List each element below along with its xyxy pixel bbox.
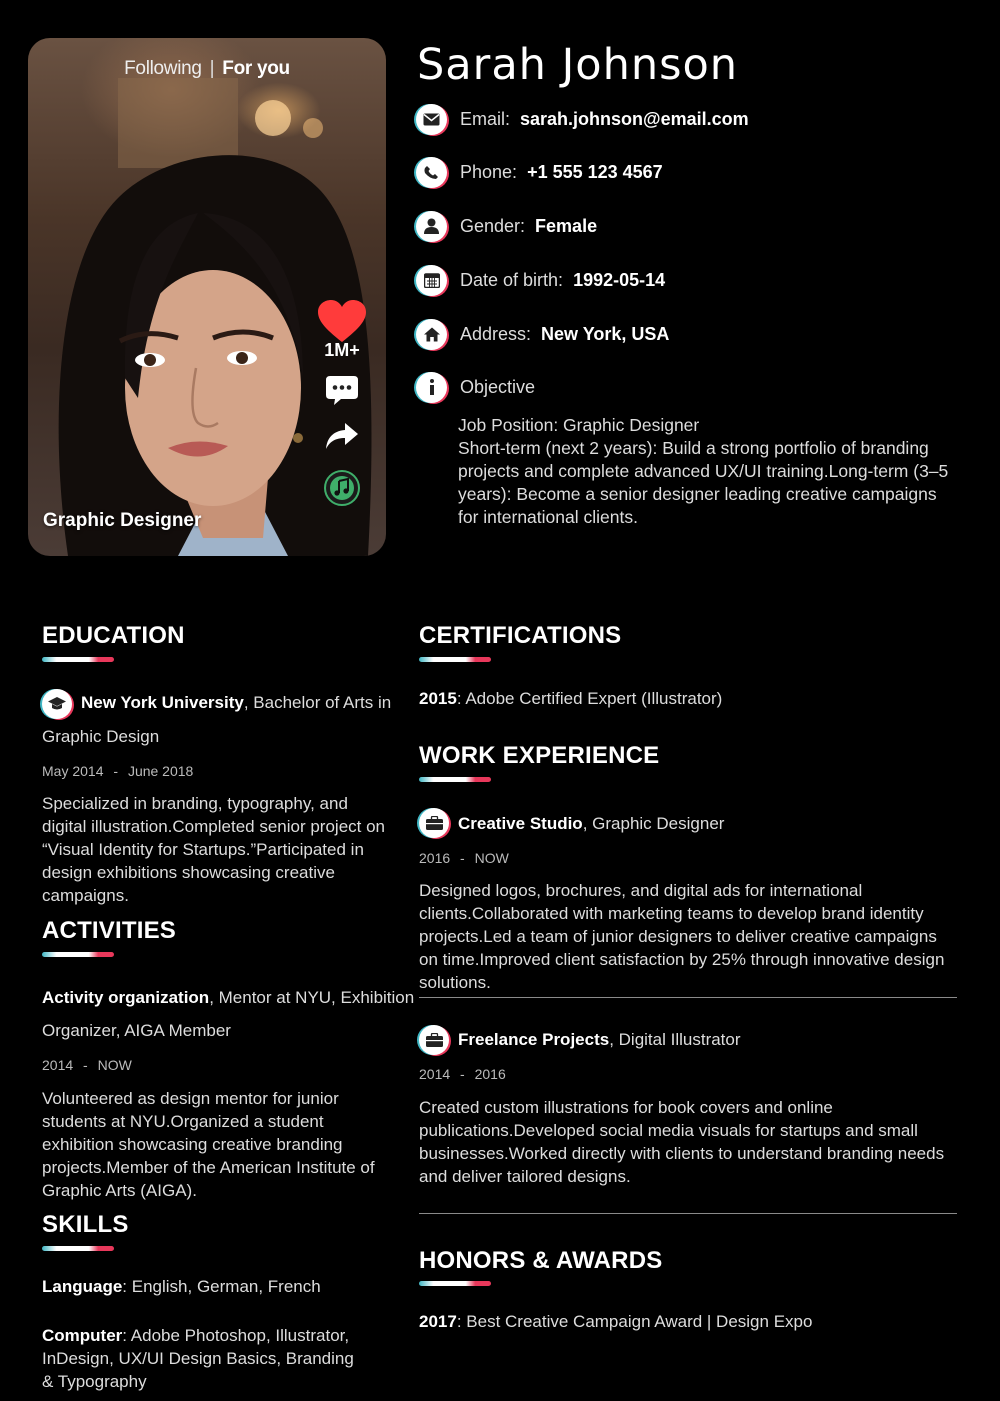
contact-gender xyxy=(416,210,597,242)
work-divider xyxy=(419,1213,957,1214)
contact-phone xyxy=(416,156,663,188)
honor-name: : Best Creative Campaign Award | Design Expo xyxy=(456,1312,813,1331)
education-end: June 2018 xyxy=(127,763,194,779)
job-2-role: , Digital Illustrator xyxy=(609,1030,741,1049)
job-2-end: 2016 xyxy=(474,1066,506,1082)
graduation-cap-icon xyxy=(42,689,72,719)
job-2-description: Created custom illustrations for book covers and online publications.Developed social media visuals for startups and small businesses.Worked directly with clients to understand branding needs and deliver tailored designs. xyxy=(419,1098,945,1186)
profile-photo-card xyxy=(28,38,386,556)
certification-year: 2015 xyxy=(419,689,457,708)
job-1-role: , Graphic Designer xyxy=(582,814,725,833)
skills-computer-value: : Adobe Photoshop, Illustrator, InDesign, UX/UI Design Basics, Branding & Typography xyxy=(42,1326,354,1391)
skills-language xyxy=(42,1277,321,1297)
card-caption: Graphic Designer xyxy=(43,510,202,531)
activities-org-line xyxy=(42,988,414,1008)
skills-underline xyxy=(42,1246,114,1251)
education-dates xyxy=(42,763,193,779)
objective-heading xyxy=(416,371,545,403)
honors-underline xyxy=(419,1281,491,1286)
address-label: Address: xyxy=(460,323,532,344)
briefcase-icon xyxy=(419,1025,449,1055)
objective-position: Job Position: Graphic Designer xyxy=(458,415,700,435)
comment-icon[interactable] xyxy=(325,373,359,407)
education-title: EDUCATION xyxy=(42,622,185,649)
education-degree: , Bachelor of Arts in xyxy=(243,693,392,712)
honors-title: HONORS & AWARDS xyxy=(419,1247,663,1274)
education-underline xyxy=(42,657,114,662)
job-2-dates xyxy=(419,1066,506,1082)
activities-description: Volunteered as design mentor for junior students at NYU.Organized a student exhibition showcasing creative branding projects.Member of the American Institute of Graphic Arts (AIGA). xyxy=(42,1089,375,1200)
activities-underline xyxy=(42,952,114,957)
music-icon[interactable] xyxy=(323,469,361,507)
activities-org: Activity organization xyxy=(42,988,210,1007)
gender-value: Female xyxy=(535,215,598,236)
like-count: 1M+ xyxy=(324,340,360,360)
job-2-date-dash: - xyxy=(460,1066,465,1082)
certification-item xyxy=(419,689,722,709)
activities-start: 2014 xyxy=(42,1057,74,1073)
certifications-title: CERTIFICATIONS xyxy=(419,622,622,649)
phone-value[interactable]: +1 555 123 4567 xyxy=(527,161,663,182)
job-1-dates xyxy=(419,850,509,866)
education-school: New York University xyxy=(81,693,244,712)
email-label: Email: xyxy=(460,108,511,129)
candidate-name: Sarah Johnson xyxy=(417,40,739,90)
activities-end: NOW xyxy=(97,1057,132,1073)
address-value: New York, USA xyxy=(541,323,670,344)
tab-separator: | xyxy=(209,58,215,79)
job-2-title-line xyxy=(458,1030,741,1050)
tab-following[interactable]: Following xyxy=(124,58,202,79)
certifications-underline xyxy=(419,657,491,662)
education-description: Specialized in branding, typography, and digital illustration.Completed senior project on “Visual Identity for Startups.”Participated in design exhibitions showcasing creative campaigns. xyxy=(42,794,386,905)
job-1-title-line xyxy=(458,814,724,834)
contact-dob xyxy=(416,264,665,296)
job-1-company: Creative Studio xyxy=(458,814,583,833)
dob-value: 1992-05-14 xyxy=(573,269,666,290)
objective-label: Objective xyxy=(460,376,536,397)
activities-roles: , Mentor at NYU, Exhibition xyxy=(209,988,415,1007)
skills-computer-label: Computer xyxy=(42,1326,123,1345)
side-action-bar xyxy=(316,300,368,507)
tab-for-you[interactable]: For you xyxy=(222,58,290,79)
work-divider xyxy=(419,997,957,998)
job-2-start: 2014 xyxy=(419,1066,451,1082)
contact-address xyxy=(416,318,669,350)
activities-date-dash: - xyxy=(83,1057,88,1073)
honor-year: 2017 xyxy=(419,1312,457,1331)
objective-text xyxy=(458,414,958,529)
skills-language-value: : English, German, French xyxy=(122,1277,321,1296)
education-start: May 2014 xyxy=(42,763,104,779)
job-1-end: NOW xyxy=(474,850,509,866)
email-value[interactable]: sarah.johnson@email.com xyxy=(520,108,749,129)
job-1-date-dash: - xyxy=(460,850,465,866)
user-icon xyxy=(416,211,447,242)
briefcase-icon xyxy=(419,808,449,838)
job-2-company: Freelance Projects xyxy=(458,1030,610,1049)
share-icon[interactable] xyxy=(325,421,359,451)
objective-goals: Short-term (next 2 years): Build a strong portfolio of branding projects and complete advanced UX/UI training.Long-term (3–5 years): Become a senior designer leading creative campaigns for international clients. xyxy=(458,438,949,527)
dob-label: Date of birth: xyxy=(460,269,564,290)
feed-tabs xyxy=(28,58,386,80)
envelope-icon xyxy=(416,104,447,135)
honor-item xyxy=(419,1312,812,1332)
certification-name: : Adobe Certified Expert (Illustrator) xyxy=(456,689,723,708)
education-school-line xyxy=(81,693,391,713)
phone-icon xyxy=(416,157,447,188)
phone-label: Phone: xyxy=(460,161,518,182)
job-1-start: 2016 xyxy=(419,850,451,866)
education-degree-cont: Graphic Design xyxy=(42,727,160,746)
education-date-dash: - xyxy=(113,763,119,779)
heart-icon[interactable] xyxy=(318,300,366,344)
work-underline xyxy=(419,777,491,782)
job-1-description: Designed logos, brochures, and digital ads for international clients.Collaborated with marketing teams to develop brand identity projects.Led a team of junior designers to deliver creative campaigns on time.Improved client satisfaction by 25% through innovative design solutions. xyxy=(419,881,945,992)
contact-email xyxy=(416,103,749,135)
work-title: WORK EXPERIENCE xyxy=(419,742,660,769)
activities-roles-cont: Organizer, AIGA Member xyxy=(42,1021,231,1040)
activities-dates xyxy=(42,1057,132,1073)
gender-label: Gender: xyxy=(460,215,526,236)
info-icon xyxy=(416,372,447,403)
home-icon xyxy=(416,319,447,350)
skills-language-label: Language xyxy=(42,1277,123,1296)
skills-title: SKILLS xyxy=(42,1211,129,1238)
calendar-icon xyxy=(416,265,447,296)
skills-computer xyxy=(42,1324,362,1393)
activities-title: ACTIVITIES xyxy=(42,917,177,944)
